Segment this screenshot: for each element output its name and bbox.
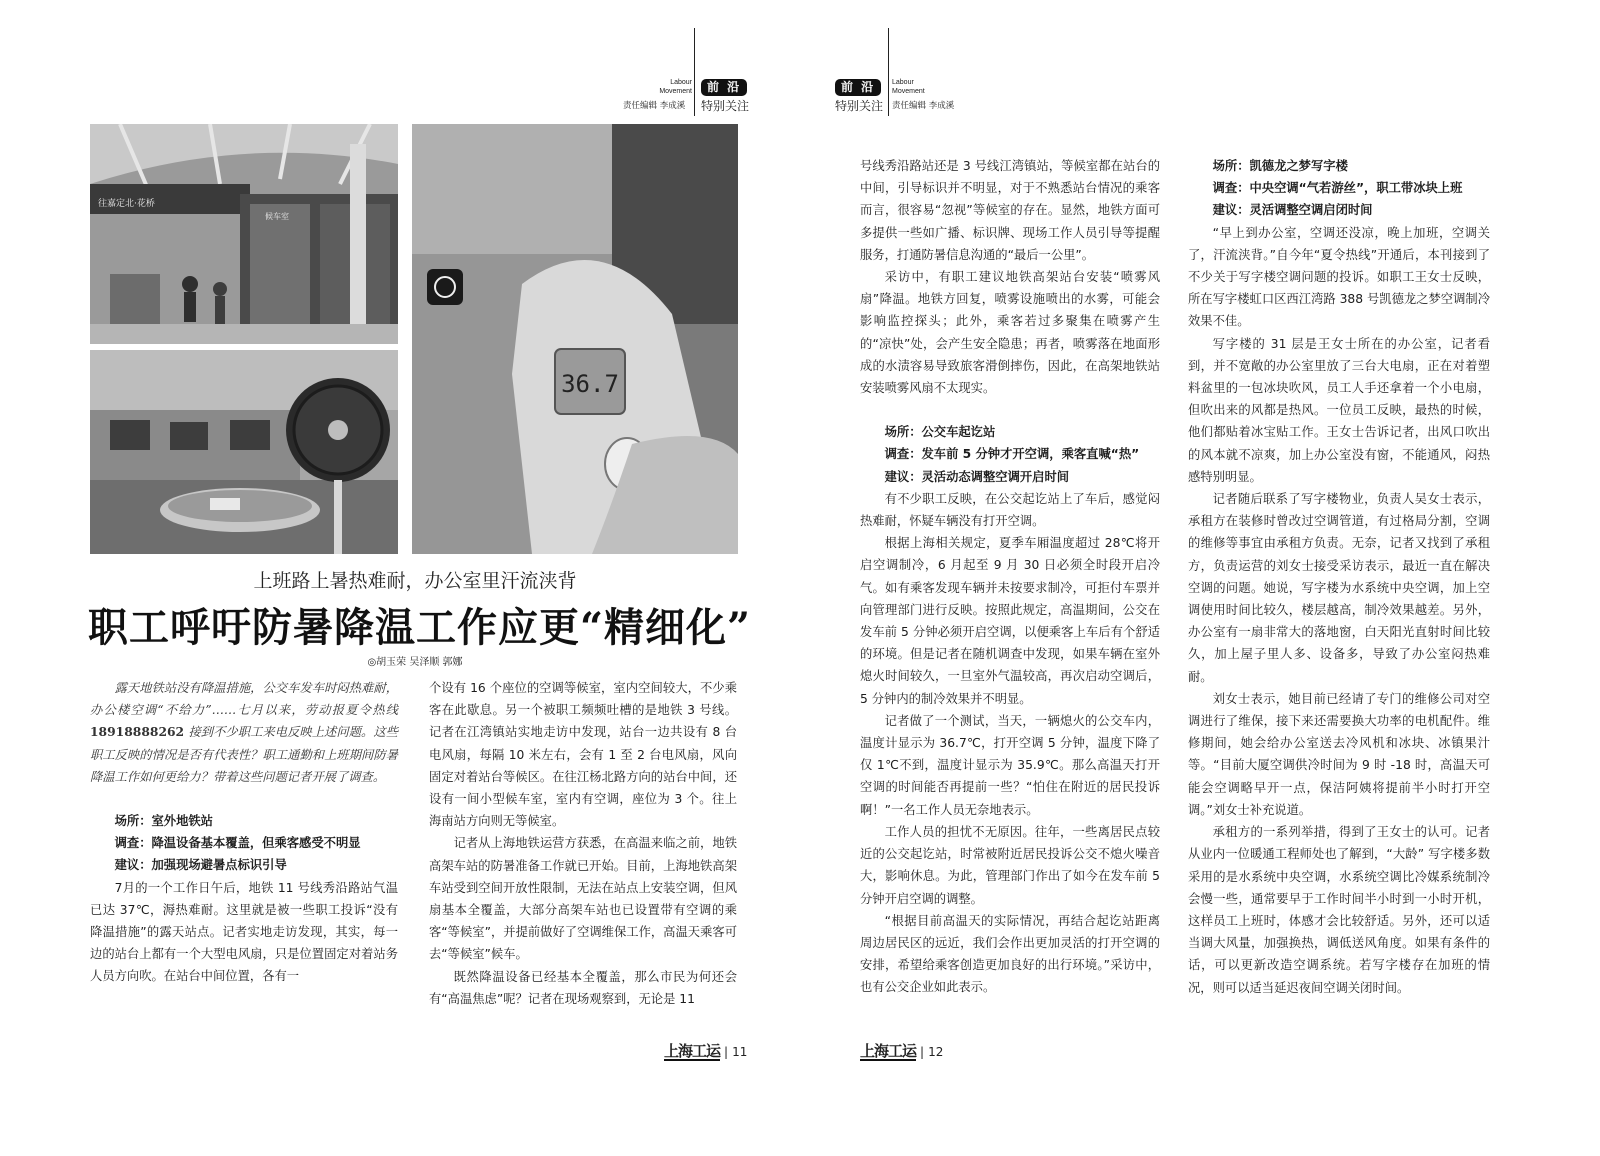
section-heading: 建议：加强现场避暑点标识引导 bbox=[114, 858, 287, 873]
paragraph: 有不少职工反映，在公交起讫站上了车后，感觉闷热难耐，怀疑车辆没有打开空调。 bbox=[860, 491, 1160, 529]
section-name-left: 特别关注 bbox=[701, 99, 750, 113]
section-name-right: 特别关注 bbox=[835, 99, 884, 113]
page-number-left: 11 bbox=[732, 1045, 748, 1059]
page-footer-left: 上海工运 | 11 bbox=[664, 1042, 748, 1060]
editor-credit-left: 责任编辑 李成溪 bbox=[623, 101, 686, 111]
text-column-1 bbox=[90, 677, 398, 988]
paragraph: 既然降温设备已经基本全覆盖，那么市民为何还会有“高温焦虑”呢？记者在现场观察到，无论是 11 bbox=[429, 969, 737, 1006]
text-column-2 bbox=[429, 677, 737, 1010]
article-subtitle: 上班路上暑热难耐，办公室里汗流浃背 bbox=[253, 570, 577, 592]
paragraph: 记者做了一个测试，当天，一辆熄火的公交车内，温度计显示为 36.7℃，打开空调 5 分钟，温度下降了仅 1℃不到，温度计显示为 35.9℃。那么高温天打开空调的时间能否再提前一些？“怕住在附近的居民投诉啊！”一名工作人员无奈地表示。 bbox=[860, 713, 1160, 817]
section-heading: 场所：室外地铁站 bbox=[114, 814, 213, 829]
photo-office-fan bbox=[90, 350, 398, 554]
section-heading: 建议：灵活动态调整空调开启时间 bbox=[884, 469, 1070, 484]
text-column-3 bbox=[860, 155, 1160, 999]
thermometer-reading: 36.7 bbox=[561, 370, 619, 398]
magazine-logo: 上海工运 bbox=[664, 1042, 721, 1060]
article-byline: ◎胡玉荣 吴泽顺 郭娜 bbox=[367, 657, 463, 668]
paragraph: 采访中，有职工建议地铁高架站台安装“喷雾风扇”降温。地铁方回复，喷雾设施喷出的水雾，可能会影响监控探头；此外，乘客若过多聚集在喷雾产生的“凉快”处，会产生安全隐患；再者，喷雾落在地面形成的水渍容易导致旅客滑倒摔伤，因此，在高架地铁站安装喷雾风扇不太现实。 bbox=[860, 270, 1160, 396]
editor-credit-right: 责任编辑 李成溪 bbox=[892, 101, 955, 111]
photo-metro-station bbox=[90, 124, 398, 344]
page-number-right: 12 bbox=[928, 1045, 944, 1059]
hotline-number: 18918888262 bbox=[90, 724, 189, 740]
section-heading: 调查：发车前 5 分钟才开空调，乘客直喊“热” bbox=[884, 447, 1140, 462]
paragraph: 承租方的一系列举措，得到了王女士的认可。记者从业内一位暖通工程师处也了解到，“大龄” 写字楼多数采用的是水系统中央空调，水系统空调比冷媒系统制冷会慢一些，通常要早于工作时间半小时到一小时开机，这样员工上班时，体感才会比较舒适。另外，还可以适当调大风量，加强换热，调低送风角度。如果有条件的话，可以更新改造空调系统。若写字楼存在加班的情况，则可以适当延迟夜间空调关闭时间。 bbox=[1188, 825, 1490, 995]
page-footer-right: 上海工运 | 12 bbox=[860, 1042, 944, 1060]
header-en-right: Labour Movement bbox=[892, 79, 925, 95]
header-divider-left bbox=[694, 28, 695, 116]
station-sign-text: 往嘉定北·花桥 bbox=[98, 199, 155, 209]
section-badge-right: 前 沿 bbox=[835, 79, 881, 96]
section-heading: 调查：中央空调“气若游丝”，职工带冰块上班 bbox=[1212, 181, 1463, 196]
paragraph: “早上到办公室，空调还没凉，晚上加班，空调关了，汗流浃背。”自今年“夏令热线”开通后，本刊接到了不少关于写字楼空调问题的投诉。如职工王女士反映，所在写字楼虹口区西江湾路 388 号凯德龙之梦空调制冷效果不佳。 bbox=[1188, 225, 1490, 329]
section-heading: 建议：灵活调整空调启闭时间 bbox=[1212, 203, 1373, 218]
paragraph: 写字楼的 31 层是王女士所在的办公室，记者看到，并不宽敞的办公室里放了三台大电扇，正在对着塑料盆里的一包冰块吹风，员工人手还拿着一个小电扇，但吹出来的风都是热风。一位员工反映，最热的时候，他们都贴着冰宝贴工作。王女士告诉记者，出风口吹出的风本就不凉爽，加上办公室没有窗，不能通风，闷热感特别明显。 bbox=[1188, 336, 1490, 484]
paragraph: 记者随后联系了写字楼物业，负责人吴女士表示，承租方在装修时曾改过空调管道，有过格局分割，空调的维修等事宜由承租方负责。无奈，记者又找到了承租方，负责运营的刘女士接受采访表示，最近一直在解决空调的问题。她说，写字楼为水系统中央空调，加上空调使用时间比较久，楼层越高，制冷效果越差。另外，办公室有一扇非常大的落地窗，白天阳光直射时间比较久，加上屋子里人多、设备多，导致了办公室闷热难耐。 bbox=[1188, 492, 1490, 684]
paragraph: 7月的一个工作日午后，地铁 11 号线秀沿路站气温已达 37℃，溽热难耐。这里就是被一些职工投诉“没有降温措施”的露天站点。记者实地走访发现，其实，每一边的站台上都有一个大型电风扇，只是位置固定对着站务人员方向吹。在站台中间位置，各有一 bbox=[90, 880, 398, 984]
waiting-room-sign-text: 候车室 bbox=[265, 212, 289, 221]
article-lead: 露天地铁站没有降温措施，公交车发车时闷热难耐，办公楼空调“不给力”……七月以来，劳动报夏令热线 18918888262 接到不少职工来电反映上述问题。这些职工反映的情况是否有代表性？职工通勤和上班期间防暑降温工作如何更给力？带着这些问题记者开展了调查。 bbox=[90, 681, 398, 784]
paragraph: 刘女士表示，她目前已经请了专门的维修公司对空调进行了维保，接下来还需要换大功率的电机配件。维修期间，她会给办公室送去冷风机和冰块、冰镇果汁等。“目前大厦空调供冷时间为 9 时 -18 时，高温天可能会空调略早开一点，保洁阿姨将提前半小时打开空调。”刘女士补充说道。 bbox=[1188, 691, 1490, 817]
photo-thermometer bbox=[412, 124, 738, 554]
section-heading: 场所：公交车起讫站 bbox=[884, 425, 996, 440]
paragraph: 号线秀沿路站还是 3 号线江湾镇站，等候室都在站台的中间，引导标识并不明显，对于不熟悉站台情况的乘客而言，很容易“忽视”等候室的存在。显然，地铁方面可多提供一些如广播、标识牌、现场工作人员引导等提醒服务，打通防暑信息沟通的“最后一公里”。 bbox=[860, 159, 1160, 262]
magazine-logo: 上海工运 bbox=[860, 1042, 917, 1060]
text-column-4 bbox=[1188, 155, 1490, 999]
paragraph: “根据目前高温天的实际情况，再结合起讫站距离周边居民区的远近，我们会作出更加灵活的打开空调的安排，希望给乘客创造更加良好的出行环境。”采访中，也有公交企业如此表示。 bbox=[860, 913, 1160, 995]
section-heading: 场所：凯德龙之梦写字楼 bbox=[1212, 159, 1348, 173]
section-badge-left: 前 沿 bbox=[701, 79, 747, 96]
header-divider-right bbox=[888, 28, 889, 116]
paragraph: 工作人员的担忧不无原因。往年，一些离居民点较近的公交起讫站，时常被附近居民投诉公交不熄火噪音大，影响休息。为此，管理部门作出了如今在发车前 5 分钟开启空调的调整。 bbox=[860, 824, 1160, 906]
paragraph: 根据上海相关规定，夏季车厢温度超过 28℃将开启空调制冷，6 月起至 9 月 30 日必须全时段开启冷气。如有乘客发现车辆并未按要求制冷，可拒付车票并向管理部门进行反映。按照此规定，高温期间，公交在发车前 5 分钟必须开启空调，以便乘客上车后有个舒适的环境。但是记者在随机调查中发现，如果车辆在室外熄火时间较久，一旦室外气温较高，再次启动空调后，5 分钟内的制冷效果并不明显。 bbox=[860, 536, 1160, 706]
article-title: 职工呼吁防暑降温工作应更“精细化” bbox=[88, 604, 752, 651]
section-heading: 调查：降温设备基本覆盖，但乘客感受不明显 bbox=[114, 836, 361, 851]
header-en-left: Labour Movement bbox=[659, 79, 692, 95]
paragraph: 个设有 16 个座位的空调等候室，室内空间较大，不少乘客在此歇息。另一个被职工频频吐槽的是地铁 3 号线。记者在江湾镇站实地走访中发现，站台一边共设有 8 台电风扇，每隔 10 米左右，会有 1 至 2 台电风扇，风向固定对着站台等候区。在往江杨北路方向的站台中间，还设有一间小型候车室，室内有空调，座位为 3 个。往上海南站方向则无等候室。 bbox=[429, 681, 737, 829]
paragraph: 记者从上海地铁运营方获悉，在高温来临之前，地铁高架车站的防暑准备工作就已开始。目前，上海地铁高架车站受到空间开放性限制，无法在站点上安装空调，但风扇基本全覆盖，大部分高架车站也已设置带有空调的乘客“等候室”，并提前做好了空调维保工作，高温天乘客可去“等候室”候车。 bbox=[429, 836, 737, 962]
